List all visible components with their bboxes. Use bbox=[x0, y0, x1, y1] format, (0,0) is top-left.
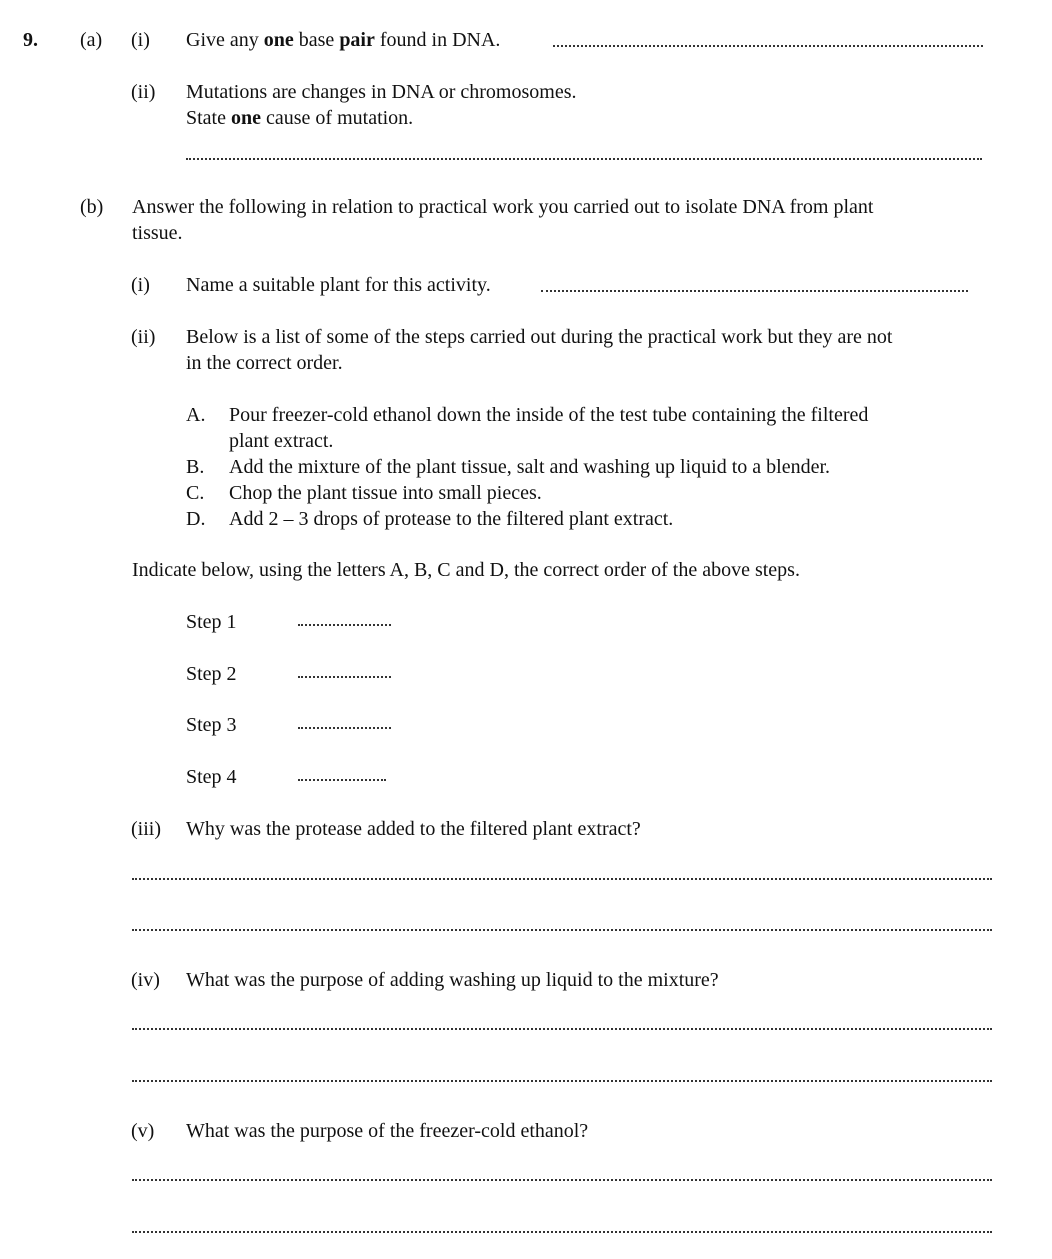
step-b-letter: B. bbox=[186, 456, 205, 478]
answer-line-b-iv-2[interactable] bbox=[132, 1080, 992, 1082]
step-2-label: Step 2 bbox=[186, 663, 237, 685]
question-number: 9. bbox=[23, 29, 38, 51]
step-1-label: Step 1 bbox=[186, 611, 237, 633]
step-3-answer[interactable] bbox=[298, 727, 391, 729]
step-a-letter: A. bbox=[186, 404, 206, 426]
part-b-i-question: Name a suitable plant for this activity. bbox=[186, 274, 491, 296]
part-b-ii-line2: in the correct order. bbox=[186, 352, 343, 374]
part-a-i-question: Give any one base pair found in DNA. bbox=[186, 29, 501, 51]
order-instruction: Indicate below, using the letters A, B, C and D, the correct order of the above steps. bbox=[132, 559, 800, 581]
part-a-ii-line2: State one cause of mutation. bbox=[186, 107, 414, 129]
part-b-v-label: (v) bbox=[131, 1120, 155, 1142]
answer-line-b-iii-1[interactable] bbox=[132, 878, 992, 880]
step-3-label: Step 3 bbox=[186, 714, 237, 736]
part-a-ii-label: (ii) bbox=[131, 81, 156, 103]
answer-line-b-iv-1[interactable] bbox=[132, 1028, 992, 1030]
part-b-ii-label: (ii) bbox=[131, 326, 156, 348]
part-b-intro-line2: tissue. bbox=[132, 222, 183, 244]
part-b-iii-question: Why was the protease added to the filtered plant extract? bbox=[186, 818, 641, 840]
part-b-iv-question: What was the purpose of adding washing up liquid to the mixture? bbox=[186, 969, 719, 991]
part-b-iv-label: (iv) bbox=[131, 969, 160, 991]
answer-line-a-ii[interactable] bbox=[186, 158, 982, 160]
answer-line-b-i[interactable] bbox=[541, 290, 968, 292]
answer-line-a-i[interactable] bbox=[553, 45, 983, 47]
part-b-intro-line1: Answer the following in relation to practical work you carried out to isolate DNA from plant bbox=[132, 196, 874, 218]
part-b-ii-line1: Below is a list of some of the steps carried out during the practical work but they are not bbox=[186, 326, 893, 348]
part-b-iii-label: (iii) bbox=[131, 818, 161, 840]
part-b-i-label: (i) bbox=[131, 274, 150, 296]
step-1-answer[interactable] bbox=[298, 624, 391, 626]
part-a-label: (a) bbox=[80, 29, 103, 51]
answer-line-b-v-2[interactable] bbox=[132, 1231, 992, 1233]
step-d-letter: D. bbox=[186, 508, 206, 530]
step-4-label: Step 4 bbox=[186, 766, 237, 788]
step-c-line1: Chop the plant tissue into small pieces. bbox=[229, 482, 542, 504]
part-a-i-label: (i) bbox=[131, 29, 150, 51]
step-2-answer[interactable] bbox=[298, 676, 391, 678]
part-a-ii-line1: Mutations are changes in DNA or chromosomes. bbox=[186, 81, 577, 103]
step-4-answer[interactable] bbox=[298, 779, 386, 781]
step-d-line1: Add 2 – 3 drops of protease to the filtered plant extract. bbox=[229, 508, 674, 530]
answer-line-b-iii-2[interactable] bbox=[132, 929, 992, 931]
answer-line-b-v-1[interactable] bbox=[132, 1179, 992, 1181]
step-a-line2: plant extract. bbox=[229, 430, 334, 452]
part-b-label: (b) bbox=[80, 196, 104, 218]
step-a-line1: Pour freezer-cold ethanol down the inside of the test tube containing the filtered bbox=[229, 404, 869, 426]
step-b-line1: Add the mixture of the plant tissue, salt and washing up liquid to a blender. bbox=[229, 456, 831, 478]
part-b-v-question: What was the purpose of the freezer-cold ethanol? bbox=[186, 1120, 589, 1142]
step-c-letter: C. bbox=[186, 482, 205, 504]
